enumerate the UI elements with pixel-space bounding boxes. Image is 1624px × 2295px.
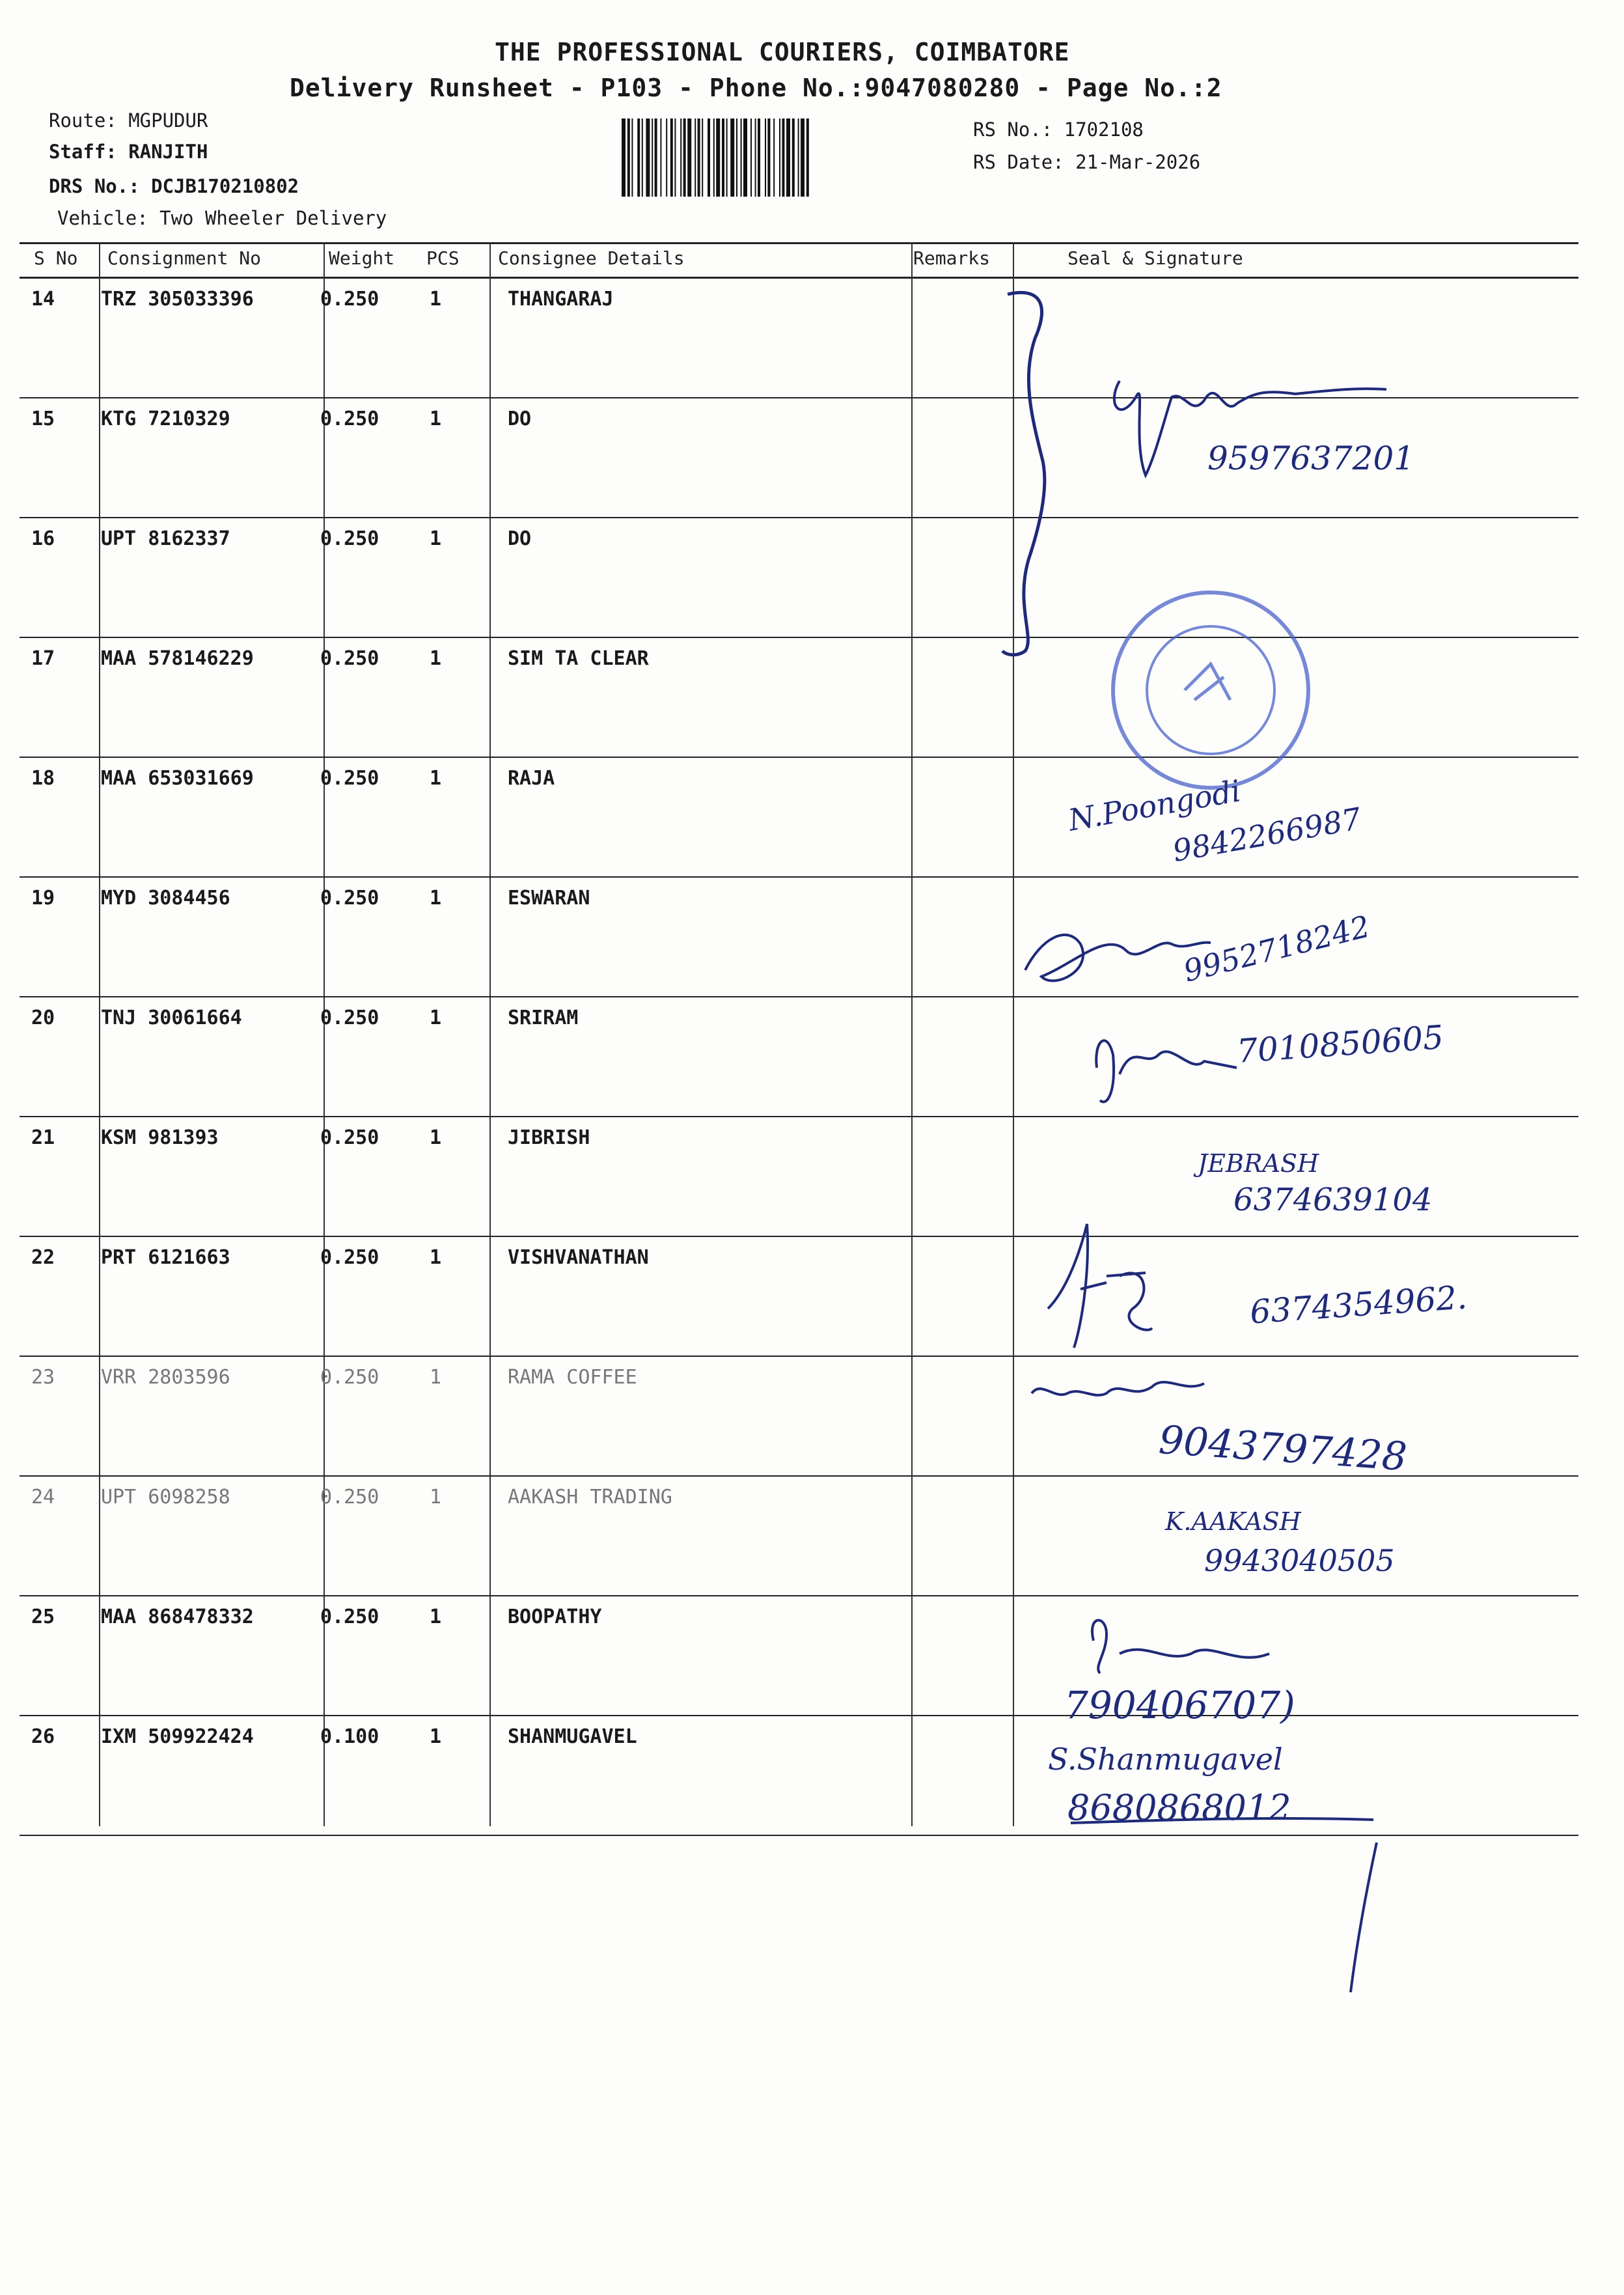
row-weight: 0.250 <box>320 1246 379 1269</box>
header-consignee: Consignee Details <box>498 247 685 269</box>
row-weight: 0.250 <box>320 1486 379 1509</box>
signature-26-phone: 8680868012 <box>1067 1787 1291 1828</box>
barcode-bar <box>716 118 720 197</box>
barcode-bar <box>627 118 630 197</box>
row-consignment-no: VRR 2803596 <box>101 1366 230 1389</box>
signature-20-phone: 7010850605 <box>1235 1018 1445 1071</box>
barcode-bar <box>736 118 737 197</box>
row-divider <box>20 1116 1578 1117</box>
row-consignment-no: MAA 868478332 <box>101 1606 254 1628</box>
row-consignee: DO <box>508 527 532 550</box>
barcode-bar <box>666 118 667 197</box>
row-consignee: SHANMUGAVEL <box>508 1725 637 1748</box>
column-divider <box>911 242 913 1826</box>
barcode-bar <box>646 118 650 197</box>
row-consignment-no: TNJ 30061664 <box>101 1007 242 1029</box>
document-subtitle: Delivery Runsheet - P103 - Phone No.:9047080280 - Page No.:2 <box>290 74 1222 102</box>
table-header-rule <box>20 277 1578 279</box>
barcode-bar <box>741 118 742 197</box>
row-consignment-no: IXM 509922424 <box>101 1725 254 1748</box>
drs-number: DRS No.: DCJB170210802 <box>49 175 299 197</box>
barcode-bar <box>683 118 686 197</box>
row-divider <box>20 1236 1578 1237</box>
barcode-bar <box>660 118 661 197</box>
row-weight: 0.250 <box>320 1126 379 1149</box>
row-consignment-no: MYD 3084456 <box>101 887 230 910</box>
row-pcs: 1 <box>430 288 442 311</box>
signature-18-phone: 9842266987 <box>1170 800 1364 869</box>
row-divider <box>20 876 1578 878</box>
row-sno: 26 <box>31 1725 55 1748</box>
row-pcs: 1 <box>430 887 442 910</box>
column-divider <box>323 242 325 1826</box>
signature-20 <box>1096 1040 1237 1102</box>
row-weight: 0.250 <box>320 1606 379 1628</box>
barcode-bar <box>722 118 724 197</box>
barcode-bar <box>786 118 790 197</box>
barcode-bar <box>670 118 673 197</box>
signature-26-name: S.Shanmugavel <box>1048 1742 1283 1777</box>
barcode-bar <box>765 118 766 197</box>
row-consignee: SIM TA CLEAR <box>508 647 649 670</box>
barcode-bar <box>773 118 775 197</box>
row-divider <box>20 1715 1578 1716</box>
row-divider <box>20 397 1578 398</box>
barcode-bar <box>730 118 734 197</box>
header-weight: Weight <box>329 247 395 269</box>
signature-24-phone: 9943040505 <box>1204 1543 1395 1578</box>
row-pcs: 1 <box>430 1366 442 1389</box>
row-divider <box>20 1595 1578 1596</box>
row-consignment-no: KSM 981393 <box>101 1126 219 1149</box>
signature-18-name: N.Poongodi <box>1066 773 1244 838</box>
row-sno: 24 <box>31 1486 55 1509</box>
column-divider <box>1013 242 1014 1826</box>
signature-19-phone: 9952718242 <box>1179 908 1373 989</box>
barcode-bar <box>702 118 703 197</box>
route-label: Route: MGPUDUR <box>49 109 208 132</box>
row-sno: 15 <box>31 408 55 430</box>
row-sno: 21 <box>31 1126 55 1149</box>
signature-22-phone: 6374354962. <box>1248 1278 1468 1331</box>
row-weight: 0.250 <box>320 527 379 550</box>
row-weight: 0.250 <box>320 1366 379 1389</box>
barcode-bar <box>622 118 626 197</box>
row-weight: 0.250 <box>320 1007 379 1029</box>
row-sno: 20 <box>31 1007 55 1029</box>
row-pcs: 1 <box>430 1725 442 1748</box>
barcode-bar <box>779 118 780 197</box>
signature-23 <box>1032 1382 1204 1395</box>
row-divider <box>20 517 1578 518</box>
barcode-bar <box>806 118 809 197</box>
document-title: THE PROFESSIONAL COURIERS, COIMBATORE <box>495 38 1070 66</box>
header-remarks: Remarks <box>913 247 991 269</box>
vehicle-label: Vehicle: Two Wheeler Delivery <box>57 207 387 229</box>
barcode <box>622 118 963 197</box>
signature-14-16-phone: 9597637201 <box>1207 439 1415 477</box>
barcode-bar <box>782 118 784 197</box>
barcode-bar <box>687 118 691 197</box>
barcode-bar <box>674 118 676 197</box>
barcode-bar <box>801 118 805 197</box>
row-pcs: 1 <box>430 1007 442 1029</box>
row-consignment-no: UPT 8162337 <box>101 527 230 550</box>
row-divider <box>20 757 1578 758</box>
barcode-bar <box>652 118 653 197</box>
row-consignment-no: MAA 578146229 <box>101 647 254 670</box>
brace-mark <box>1002 292 1045 654</box>
row-sno: 22 <box>31 1246 55 1269</box>
header-consignment: Consignment No <box>107 247 262 269</box>
barcode-bar <box>792 118 795 197</box>
row-pcs: 1 <box>430 408 442 430</box>
row-sno: 23 <box>31 1366 55 1389</box>
row-weight: 0.250 <box>320 408 379 430</box>
row-consignee: AAKASH TRADING <box>508 1486 672 1509</box>
barcode-bar <box>713 118 715 197</box>
row-consignee: JIBRISH <box>508 1126 590 1149</box>
row-sno: 17 <box>31 647 55 670</box>
barcode-bar <box>798 118 799 197</box>
row-consignee: RAMA COFFEE <box>508 1366 637 1389</box>
signature-25-phone: 790406707) <box>1064 1683 1295 1727</box>
row-weight: 0.250 <box>320 647 379 670</box>
signature-21-name: JEBRASH <box>1198 1149 1319 1178</box>
barcode-bar <box>698 118 700 197</box>
row-weight: 0.250 <box>320 767 379 790</box>
barcode-bar <box>755 118 756 197</box>
barcode-bar <box>637 118 640 197</box>
row-sno: 16 <box>31 527 55 550</box>
row-pcs: 1 <box>430 647 442 670</box>
row-pcs: 1 <box>430 527 442 550</box>
row-weight: 0.100 <box>320 1725 379 1748</box>
barcode-bar <box>655 118 657 197</box>
row-consignee: ESWARAN <box>508 887 590 910</box>
barcode-bar <box>631 118 633 197</box>
row-consignee: THANGARAJ <box>508 288 614 311</box>
rs-number: RS No.: 1702108 <box>973 118 1144 141</box>
row-pcs: 1 <box>430 1606 442 1628</box>
staff-label: Staff: RANJITH <box>49 141 208 163</box>
row-consignment-no: MAA 653031669 <box>101 767 254 790</box>
row-consignee: BOOPATHY <box>508 1606 602 1628</box>
barcode-bar <box>767 118 770 197</box>
signature-21-phone: 6374639104 <box>1233 1182 1433 1218</box>
row-consignee: SRIRAM <box>508 1007 579 1029</box>
row-pcs: 1 <box>430 1486 442 1509</box>
row-sno: 18 <box>31 767 55 790</box>
header-signature: Seal & Signature <box>1067 247 1243 269</box>
row-consignment-no: UPT 6098258 <box>101 1486 230 1509</box>
header-pcs: PCS <box>426 247 460 269</box>
row-divider <box>20 1835 1578 1836</box>
row-divider <box>20 637 1578 638</box>
barcode-bar <box>642 118 643 197</box>
row-consignee: VISHVANATHAN <box>508 1246 649 1269</box>
row-consignment-no: PRT 6121663 <box>101 1246 230 1269</box>
row-consignee: RAJA <box>508 767 555 790</box>
table-top-rule <box>20 242 1578 244</box>
row-pcs: 1 <box>430 1246 442 1269</box>
barcode-bar <box>726 118 728 197</box>
row-consignment-no: TRZ 305033396 <box>101 288 254 311</box>
barcode-bar <box>750 118 752 197</box>
row-divider <box>20 1356 1578 1357</box>
barcode-bar <box>743 118 747 197</box>
barcode-bar <box>758 118 760 197</box>
column-divider <box>99 242 100 1826</box>
row-pcs: 1 <box>430 1126 442 1149</box>
row-pcs: 1 <box>430 767 442 790</box>
row-divider <box>20 996 1578 997</box>
signature-23-phone: 9043797428 <box>1157 1417 1409 1481</box>
signature-22 <box>1048 1224 1152 1348</box>
row-weight: 0.250 <box>320 887 379 910</box>
row-sno: 25 <box>31 1606 55 1628</box>
row-consignment-no: KTG 7210329 <box>101 408 230 430</box>
barcode-bar <box>680 118 681 197</box>
bottom-vertical-stroke <box>1351 1843 1377 1992</box>
row-sno: 19 <box>31 887 55 910</box>
rs-date: RS Date: 21-Mar-2026 <box>973 151 1201 173</box>
row-weight: 0.250 <box>320 288 379 311</box>
barcode-bar <box>708 118 710 197</box>
company-stamp <box>1113 592 1308 788</box>
row-consignee: DO <box>508 408 532 430</box>
signature-25 <box>1092 1620 1269 1673</box>
barcode-bar <box>695 118 696 197</box>
header-sno: S No <box>34 247 78 269</box>
signature-24-name: K.AAKASH <box>1165 1507 1301 1536</box>
row-sno: 14 <box>31 288 55 311</box>
column-divider <box>489 242 491 1826</box>
